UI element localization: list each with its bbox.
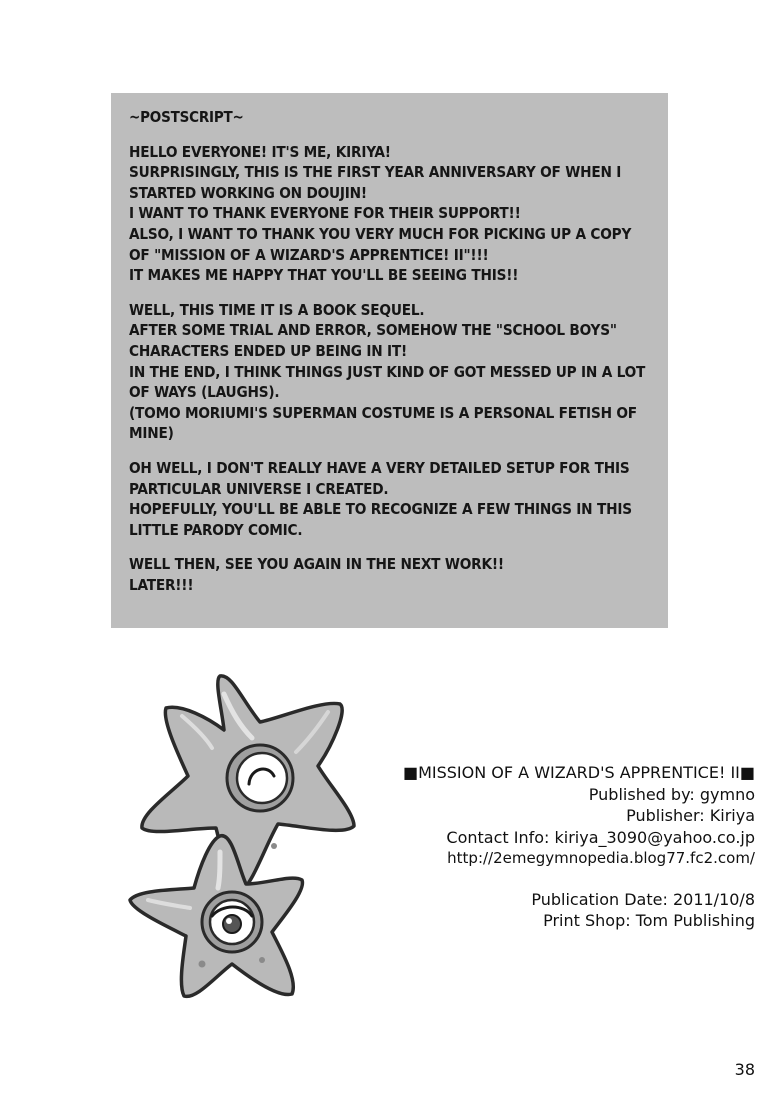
postscript-line: STARTED WORKING ON DOUJIN!: [129, 183, 367, 202]
published-by: Published by: gymno: [588, 784, 755, 804]
postscript-line: HOPEFULLY, YOU'LL BE ABLE TO RECOGNIZE A FEW THINGS IN THIS: [129, 500, 632, 519]
print-shop: Print Shop: Tom Publishing: [543, 911, 755, 930]
postscript-line: LATER!!!: [129, 575, 194, 594]
postscript-heading: ~POSTSCRIPT~: [129, 108, 244, 126]
postscript-line: LITTLE PARODY COMIC.: [129, 520, 303, 539]
postscript-line: OF WAYS (LAUGHS).: [129, 383, 280, 402]
starfish-illustration: [92, 660, 382, 1010]
postscript-line: HELLO EVERYONE! IT'S ME, KIRIYA!: [129, 142, 391, 161]
postscript-paragraph-1: [129, 142, 652, 286]
publication-date: Publication Date: 2011/10/8: [531, 889, 755, 909]
postscript-line: SURPRISINGLY, THIS IS THE FIRST YEAR ANNIVERSARY OF WHEN I: [129, 163, 622, 182]
postscript-paragraph-2: [129, 300, 652, 444]
postscript-box: [111, 93, 668, 628]
postscript-line: WELL THEN, SEE YOU AGAIN IN THE NEXT WORK!!: [129, 555, 504, 574]
website-url: http://2emegymnopedia.blog77.fc2.com/: [447, 849, 755, 867]
starfish-upper: [142, 676, 354, 892]
postscript-line: WELL, THIS TIME IT IS A BOOK SEQUEL.: [129, 300, 425, 319]
postscript-line: IN THE END, I THINK THINGS JUST KIND OF GOT MESSED UP IN A LOT: [129, 362, 646, 381]
colophon-spacer: [403, 870, 755, 889]
postscript-line: ALSO, I WANT TO THANK YOU VERY MUCH FOR PICKING UP A COPY: [129, 224, 632, 243]
postscript-line: MINE): [129, 424, 174, 443]
postscript-line: CHARACTERS ENDED UP BEING IN IT!: [129, 341, 408, 360]
starfish-lower: [130, 836, 302, 997]
publisher: Publisher: Kiriya: [626, 806, 755, 825]
postscript-line: AFTER SOME TRIAL AND ERROR, SOMEHOW THE "SCHOOL BOYS": [129, 321, 617, 340]
postscript-paragraph-3: [129, 458, 652, 540]
postscript-paragraph-4: [129, 554, 652, 595]
postscript-line: (TOMO MORIUMI'S SUPERMAN COSTUME IS A PERSONAL FETISH OF: [129, 403, 637, 422]
postscript-line: IT MAKES ME HAPPY THAT YOU'LL BE SEEING THIS!!: [129, 266, 519, 285]
postscript-line: I WANT TO THANK EVERYONE FOR THEIR SUPPORT!!: [129, 204, 521, 223]
postscript-line: OH WELL, I DON'T REALLY HAVE A VERY DETAILED SETUP FOR THIS: [129, 458, 630, 477]
starfish-upper-core: [237, 753, 287, 803]
book-title: ■MISSION OF A WIZARD'S APPRENTICE! II■: [402, 763, 755, 782]
contact-info: Contact Info: kiriya_3090@yahoo.co.jp: [446, 827, 755, 847]
postscript-line: OF "MISSION OF A WIZARD'S APPRENTICE! II"!!!: [129, 245, 489, 264]
postscript-line: PARTICULAR UNIVERSE I CREATED.: [129, 479, 389, 498]
colophon: [403, 762, 755, 932]
starfish-lower-eye: [223, 915, 241, 933]
page-number: 38: [734, 1060, 755, 1079]
